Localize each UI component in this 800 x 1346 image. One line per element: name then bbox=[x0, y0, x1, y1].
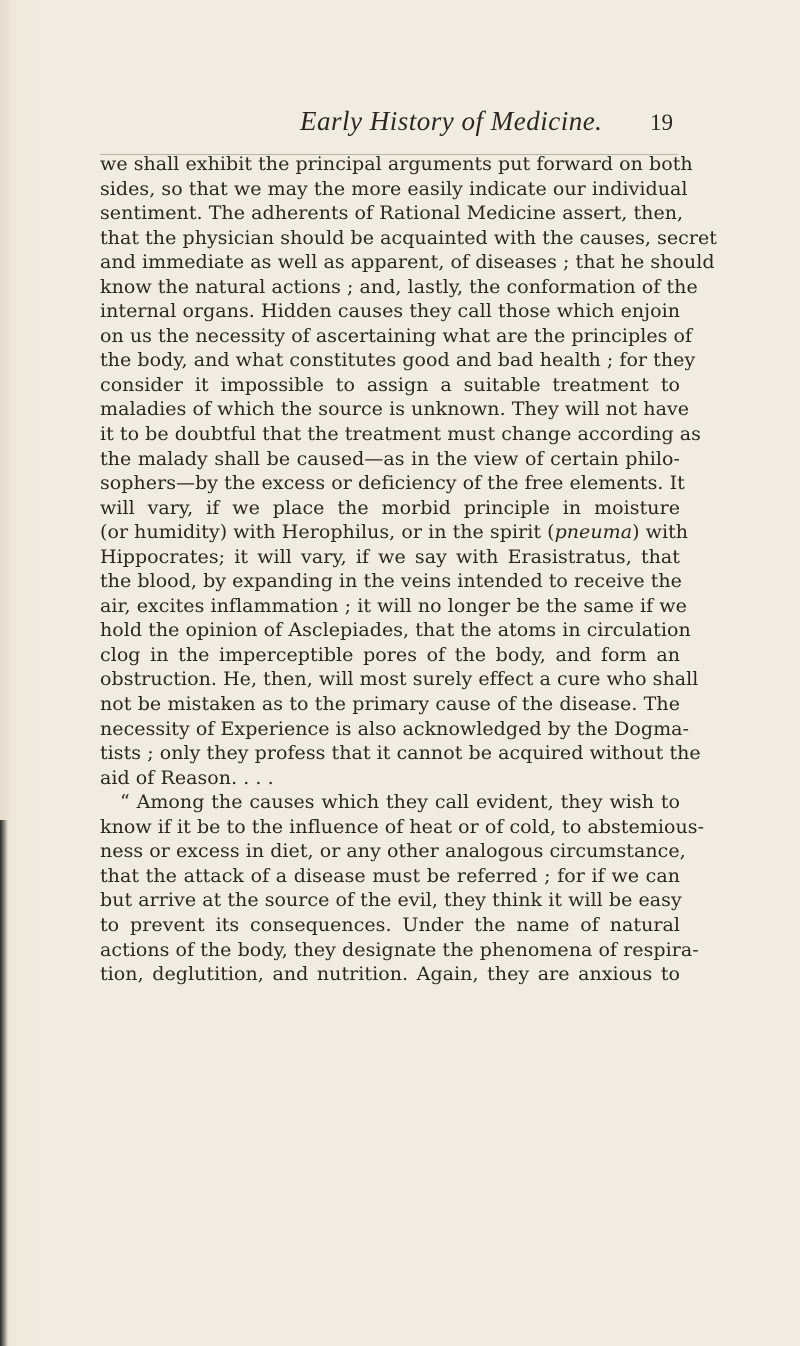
text-line: actions of the body, they designate the phenomena of respira- bbox=[100, 938, 699, 961]
text-line: hold the opinion of Asclepiades, that the atoms in circulation bbox=[100, 619, 691, 642]
text-line: internal organs. Hidden causes they call those which enjoin bbox=[100, 300, 680, 323]
text-line: necessity of Experience is also acknowledged by the Dogma- bbox=[100, 717, 690, 740]
text-line: sides, so that we may the more easily indicate our individual bbox=[100, 177, 688, 200]
text-line: “ Among the causes which they call evident, they wish to bbox=[120, 791, 680, 814]
page-edge-shadow bbox=[0, 820, 8, 1346]
text-line: not be mistaken as to the primary cause of the disease. The bbox=[100, 693, 680, 716]
text-line: it to be doubtful that the treatment must change according as bbox=[100, 423, 701, 446]
text-line: know if it be to the influence of heat or of cold, to abstemious- bbox=[100, 815, 705, 838]
text-line: obstruction. He, then, will most surely effect a cure who shall bbox=[100, 668, 699, 691]
text-line: sophers—by the excess or deficiency of the free elements. It bbox=[100, 472, 685, 495]
italic-word: pneuma bbox=[554, 521, 633, 544]
text-line: tion, deglutition, and nutrition. Again, they are anxious to bbox=[100, 963, 680, 986]
text-line: and immediate as well as apparent, of diseases ; that he should bbox=[100, 251, 715, 274]
text-run: ) with bbox=[632, 521, 689, 544]
text-line: that the attack of a disease must be referred ; for if we can bbox=[100, 864, 680, 887]
text-line: tists ; only they profess that it cannot be acquired without the bbox=[100, 742, 701, 765]
text-line: aid of Reason. . . . bbox=[100, 766, 274, 789]
text-line: know the natural actions ; and, lastly, the conformation of the bbox=[100, 275, 698, 298]
body-text bbox=[100, 152, 717, 987]
text-line: on us the necessity of ascertaining what are the principles of bbox=[100, 324, 693, 347]
page-number: 19 bbox=[650, 110, 673, 135]
text-line: sentiment. The adherents of Rational Medicine assert, then, bbox=[100, 202, 684, 225]
running-head bbox=[0, 106, 800, 146]
text-line: the malady shall be caused—as in the view of certain philo- bbox=[100, 447, 680, 470]
text-line: we shall exhibit the principal arguments put forward on both bbox=[100, 153, 693, 175]
text-line: clog in the imperceptible pores of the body, and form an bbox=[100, 643, 680, 666]
text-line: maladies of which the source is unknown. They will not have bbox=[100, 398, 690, 421]
text-line: air, excites inflammation ; it will no longer be the same if we bbox=[100, 594, 687, 617]
text-run: (or humidity) with Herophilus, or in the spirit ( bbox=[100, 521, 555, 544]
text-line: that the physician should be acquainted with the causes, secret bbox=[100, 226, 717, 249]
running-title: Early History of Medicine. bbox=[300, 106, 603, 136]
text-line: consider it impossible to assign a suitable treatment to bbox=[100, 373, 680, 396]
text-line: the blood, by expanding in the veins intended to receive the bbox=[100, 570, 682, 593]
text-line: Hippocrates; it will vary, if we say with Erasistratus, that bbox=[100, 545, 680, 568]
text-line: ness or excess in diet, or any other analogous circumstance, bbox=[100, 840, 686, 863]
text-line: to prevent its consequences. Under the name of natural bbox=[100, 913, 680, 936]
text-line-italic-phrase bbox=[100, 520, 689, 545]
text-line: will vary, if we place the morbid principle in moisture bbox=[100, 496, 680, 519]
text-line: the body, and what constitutes good and bad health ; for they bbox=[100, 349, 696, 372]
text-line: but arrive at the source of the evil, they think it will be easy bbox=[100, 889, 682, 912]
